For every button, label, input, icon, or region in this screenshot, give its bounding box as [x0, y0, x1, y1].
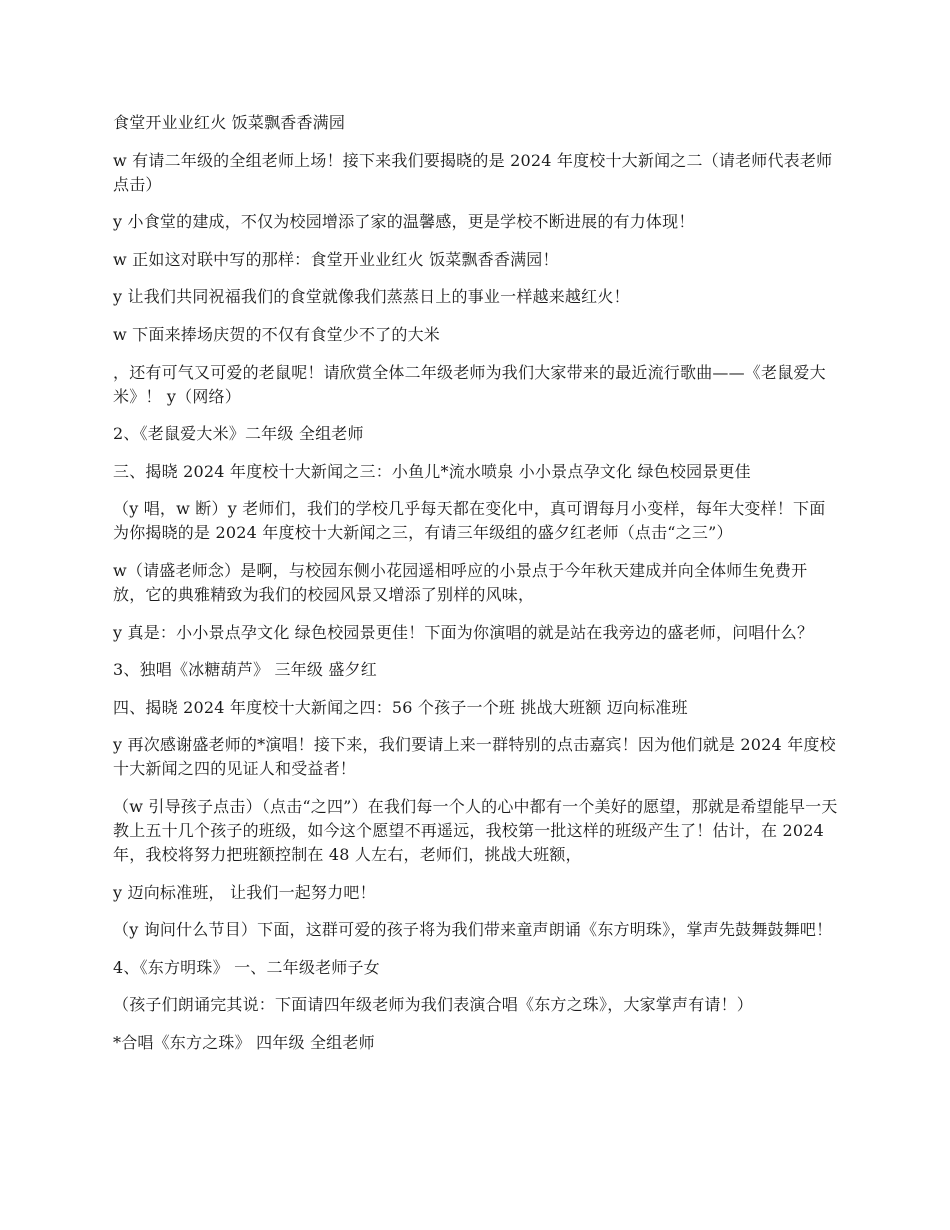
paragraph: y 小食堂的建成，不仅为校园增添了家的温馨感，更是学校不断进展的有力体现！ [113, 212, 695, 232]
section-heading: 三、揭晓 2024 年度校十大新闻之三：小鱼儿*流水喷泉 小小景点孕文化 绿色校园景更佳 [113, 461, 751, 481]
paragraph: （y 唱，w 断）y 老师们，我们的学校几乎每天都在变化中，真可谓每月小变样，每年大变样！下面为你揭晓的是 2024 年度校十大新闻之三，有请三年级组的盛夕红老师（点击“之三”） [113, 499, 826, 543]
paragraph: ，还有可气又可爱的老鼠呢！请欣赏全体二年级老师为我们大家带来的最近流行歌曲——《老鼠爱大米》！ y（网络） [113, 362, 826, 406]
section-heading: 4、《东方明珠》 一、二年级老师子女 [113, 957, 380, 977]
section-heading: 3、独唱《冰糖葫芦》 三年级 盛夕红 [113, 660, 377, 680]
paragraph: y 真是：小小景点孕文化 绿色校园景更佳！下面为你演唱的就是站在我旁边的盛老师，问唱什么？ [113, 622, 814, 642]
section-heading: *合唱《东方之珠》 四年级 全组老师 [113, 1032, 375, 1052]
paragraph: 食堂开业业红火 饭菜飘香香满园 [113, 113, 346, 132]
paragraph: （y 询问什么节目）下面，这群可爱的孩子将为我们带来童声朗诵《东方明珠》，掌声先鼓舞鼓舞吧！ [113, 920, 833, 940]
paragraph: y 让我们共同祝福我们的食堂就像我们蒸蒸日上的事业一样越来越红火！ [113, 287, 630, 307]
paragraph: y 再次感谢盛老师的*演唱！接下来，我们要请上来一群特别的点击嘉宾！因为他们就是 2024 年度校十大新闻之四的见证人和受益者！ [113, 735, 836, 779]
section-heading: 2、《老鼠爱大米》二年级 全组老师 [113, 424, 364, 444]
paragraph: y 迈向标准班， 让我们一起努力吧！ [113, 882, 376, 902]
paragraph: w（请盛老师念）是啊，与校园东侧小花园遥相呼应的小景点于今年秋天建成并向全体师生免费开放，它的典雅精致为我们的校园风景又增添了别样的风味， [113, 560, 808, 604]
paragraph: （w 引导孩子点击）（点击“之四”）在我们每一个人的心中都有一个美好的愿望，那就是希望能早一天教上五十几个孩子的班级，如今这个愿望不再遥远，我校第一批这样的班级产生了！估计，在 2024 年，我校将努力把班额控制在 48 人左右，老师们，挑战大班额， [113, 796, 838, 864]
paragraph: （孩子们朗诵完其说：下面请四年级老师为我们表演合唱《东方之珠》，大家掌声有请！） [113, 995, 754, 1015]
paragraph: w 下面来捧场庆贺的不仅有食堂少不了的大米 [113, 324, 440, 344]
paragraph: w 正如这对联中写的那样：食堂开业业红火 饭菜飘香香满园！ [113, 249, 559, 269]
paragraph: w 有请二年级的全组老师上场！接下来我们要揭晓的是 2024 年度校十大新闻之二（请老师代表老师点击） [113, 150, 833, 194]
section-heading: 四、揭晓 2024 年度校十大新闻之四：56 个孩子一个班 挑战大班额 迈向标准班 [113, 697, 688, 717]
